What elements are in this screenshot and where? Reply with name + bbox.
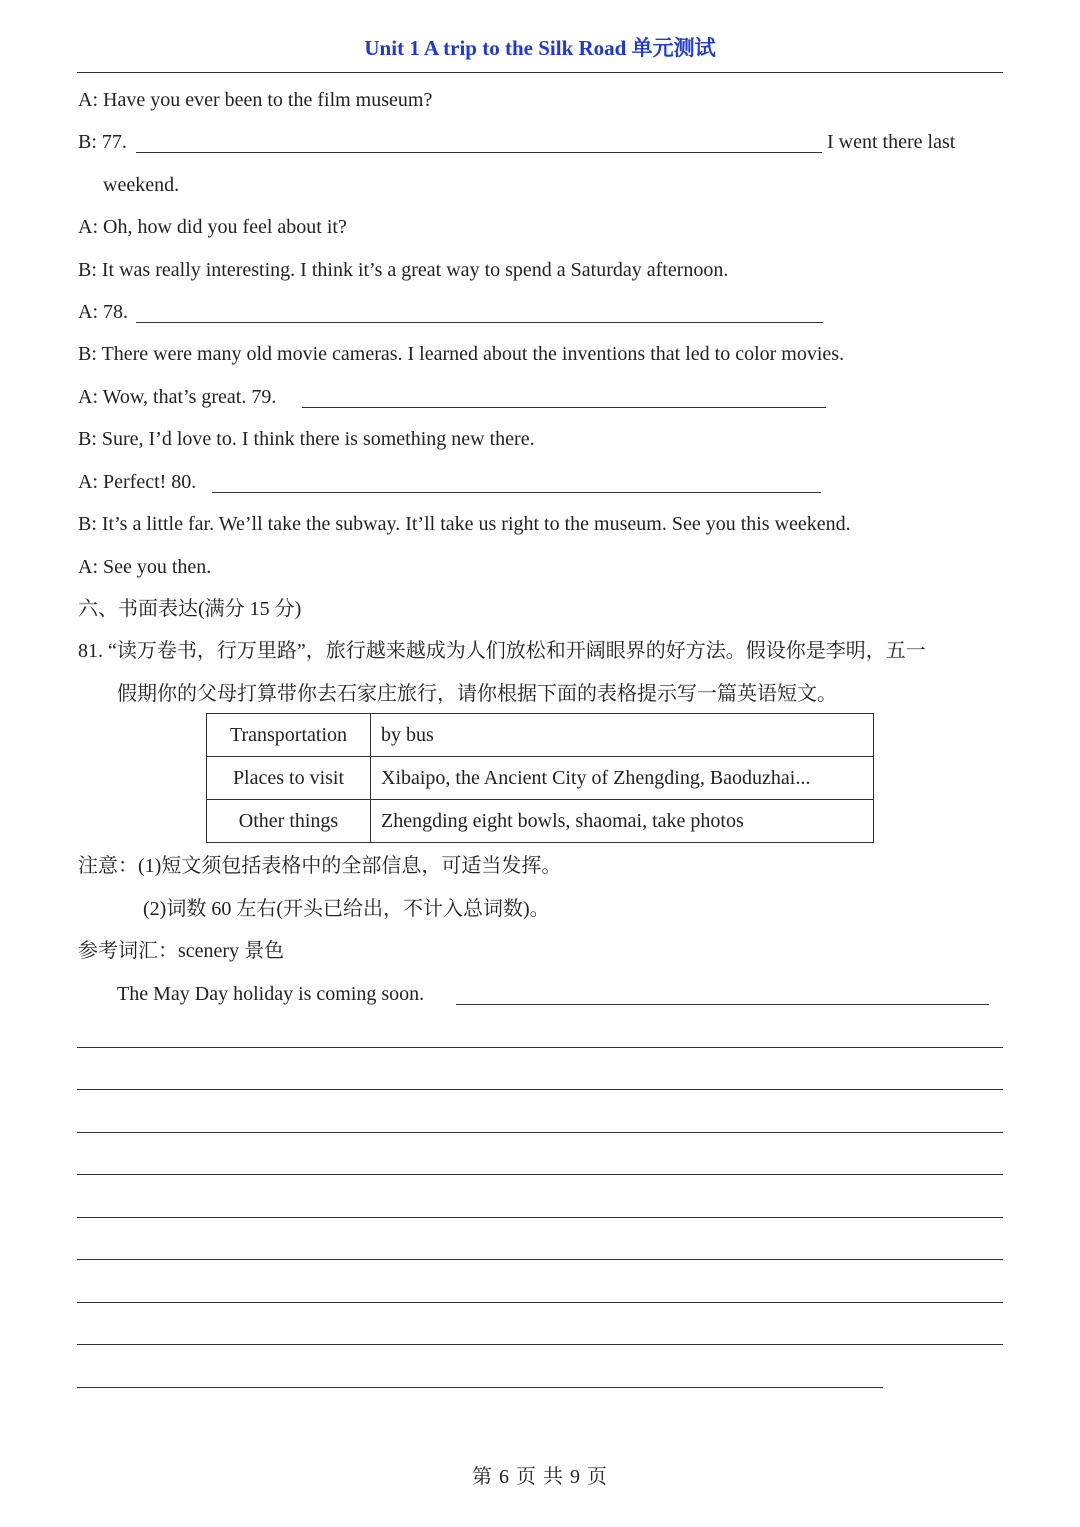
vocab-hint: 参考词汇：scenery 景色 [78, 940, 285, 962]
dialogue-line-b77-continued: weekend. [103, 174, 180, 196]
answer-blank-77[interactable] [136, 152, 822, 153]
writing-line[interactable] [77, 1217, 1003, 1218]
dialogue-line-b5: B: It’s a little far. We’ll take the subway. It’ll take us right to the museum. See you this weekend. [78, 513, 851, 535]
writing-line[interactable] [77, 1302, 1003, 1303]
question-81-line1: 81. “读万卷书，行万里路”，旅行越来越成为人们放松和开阔眼界的好方法。假设你是李明，五一 [78, 640, 926, 662]
dialogue-line-b2: B: It was really interesting. I think it’s a great way to spend a Saturday afternoon. [78, 259, 729, 281]
dialogue-line-b3: B: There were many old movie cameras. I learned about the inventions that led to color movies. [78, 343, 845, 365]
table-cell-value: Xibaipo, the Ancient City of Zhengding, Baoduzhai... [371, 757, 874, 800]
header-divider [77, 72, 1003, 73]
note-line-1: 注意：(1)短文须包括表格中的全部信息，可适当发挥。 [78, 855, 562, 877]
dialogue-line-a2: A: Oh, how did you feel about it? [78, 216, 347, 238]
dialogue-line-a80-prefix: A: Perfect! 80. [78, 471, 197, 493]
writing-line[interactable] [77, 1047, 1003, 1048]
writing-line[interactable] [77, 1387, 883, 1388]
dialogue-line-a1: A: Have you ever been to the film museum? [78, 89, 433, 111]
writing-line[interactable] [77, 1089, 1003, 1090]
table-cell-value: by bus [371, 714, 874, 757]
dialogue-line-a5: A: See you then. [78, 556, 212, 578]
table-cell-key: Transportation [207, 714, 371, 757]
table-row [207, 757, 874, 800]
table-row [207, 800, 874, 843]
dialogue-line-b4: B: Sure, I’d love to. I think there is something new there. [78, 428, 535, 450]
writing-line[interactable] [77, 1344, 1003, 1345]
table-row [207, 714, 874, 757]
table-cell-value: Zhengding eight bowls, shaomai, take photos [371, 800, 874, 843]
table-cell-key: Other things [207, 800, 371, 843]
answer-blank-78[interactable] [136, 322, 823, 323]
answer-blank-79[interactable] [302, 407, 826, 408]
essay-opening: The May Day holiday is coming soon. [117, 983, 425, 1005]
essay-first-line-blank[interactable] [456, 1004, 989, 1005]
note-line-2: (2)词数 60 左右(开头已给出，不计入总词数)。 [143, 898, 550, 920]
dialogue-line-a78-prefix: A: 78. [78, 301, 128, 323]
writing-line[interactable] [77, 1132, 1003, 1133]
section-title-writing: 六、书面表达(满分 15 分) [78, 598, 302, 620]
table-cell-key: Places to visit [207, 757, 371, 800]
answer-blank-80[interactable] [212, 492, 821, 493]
writing-line[interactable] [77, 1259, 1003, 1260]
writing-line[interactable] [77, 1174, 1003, 1175]
dialogue-line-b77-prefix: B: 77. [78, 131, 127, 153]
header-title: Unit 1 A trip to the Silk Road 单元测试 [364, 36, 716, 60]
page-number: 第 6 页 共 9 页 [472, 1466, 608, 1488]
info-table [206, 713, 874, 843]
question-81-line2: 假期你的父母打算带你去石家庄旅行，请你根据下面的表格提示写一篇英语短文。 [117, 683, 837, 705]
dialogue-line-a79-prefix: A: Wow, that’s great. 79. [78, 386, 277, 408]
dialogue-line-b77-suffix: I went there last [827, 131, 956, 153]
